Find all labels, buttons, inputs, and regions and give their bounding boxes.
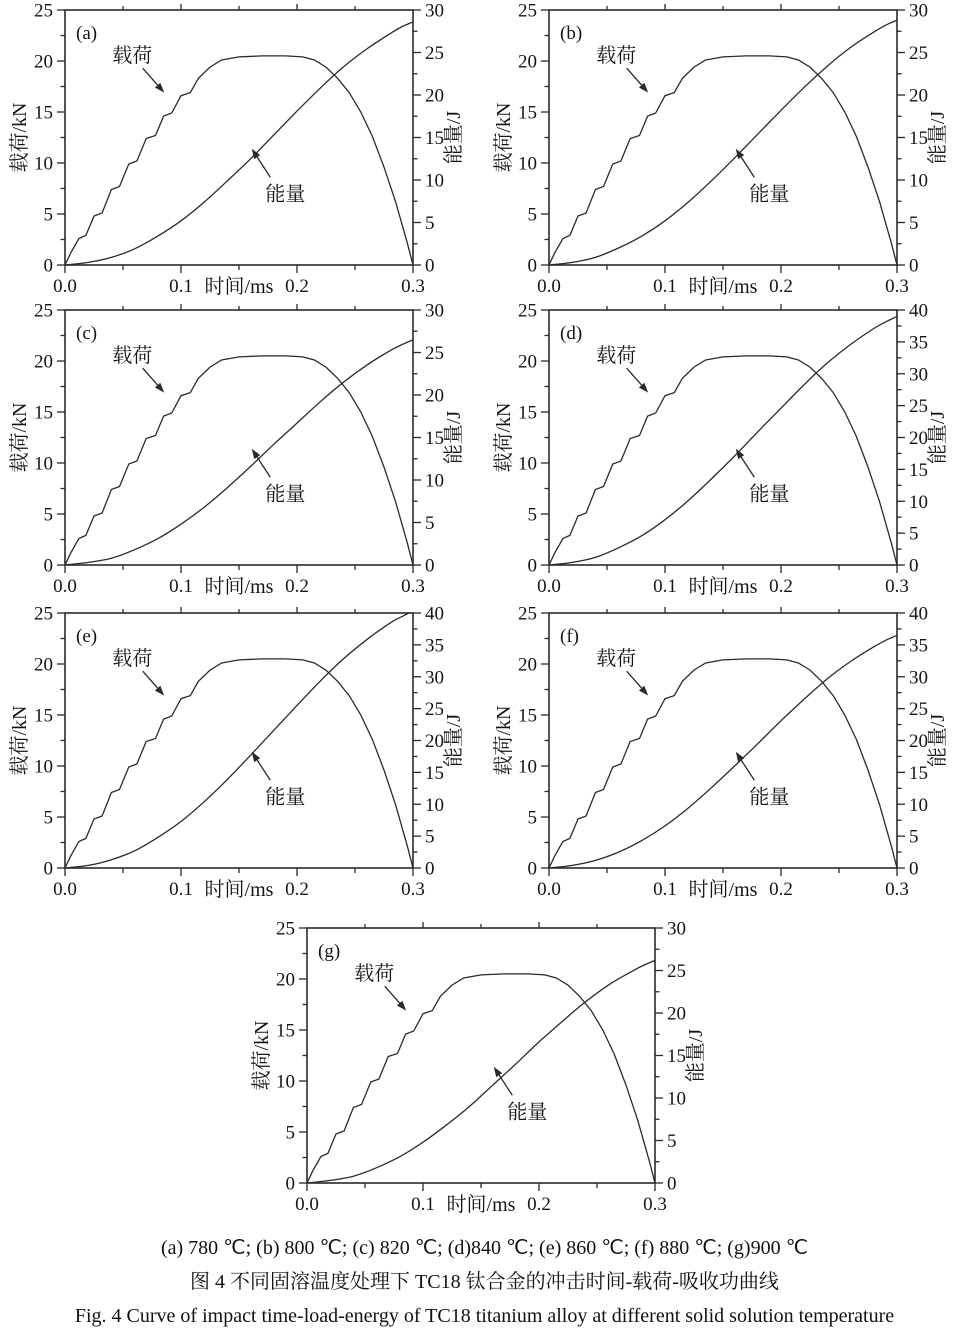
- right-tick-label: 25: [909, 396, 928, 418]
- annotation-arrow-energy: [257, 457, 270, 477]
- left-tick-label: 0: [285, 1173, 295, 1195]
- right-tick-label: 20: [667, 1003, 686, 1025]
- right-tick-label: 0: [425, 858, 435, 880]
- left-axis-title: 载荷/kN: [9, 705, 31, 776]
- annotation-arrow-load: [143, 368, 158, 385]
- left-axis-title: 载荷/kN: [493, 102, 515, 173]
- right-tick-label: 10: [909, 170, 928, 192]
- annotation-arrow-energy: [499, 1075, 512, 1095]
- x-tick-label: 0.1: [169, 879, 193, 900]
- annotation-label-energy: 能量: [749, 183, 790, 206]
- annotation-label-load: 载荷: [112, 44, 153, 67]
- right-tick-label: 10: [909, 491, 928, 513]
- x-tick-label: 0.1: [169, 276, 193, 297]
- right-tick-label: 10: [667, 1088, 686, 1110]
- annotation-arrow-load: [627, 68, 642, 85]
- left-tick-label: 15: [34, 102, 53, 124]
- x-tick-label: 0.2: [285, 879, 309, 900]
- right-tick-label: 20: [425, 385, 444, 407]
- x-tick-label: 0.2: [285, 576, 309, 597]
- caption-temperatures: (a) 780 ℃; (b) 800 ℃; (c) 820 ℃; (d)840 ℃; (e) 860 ℃; (f) 880 ℃; (g)900 ℃: [160, 1237, 809, 1259]
- left-tick-label: 15: [518, 102, 537, 124]
- panel-label: (c): [76, 323, 98, 344]
- x-tick-label: 0.1: [653, 276, 677, 297]
- left-tick-label: 5: [527, 807, 537, 829]
- right-tick-label: 5: [909, 213, 919, 234]
- left-tick-label: 5: [43, 807, 53, 829]
- x-tick-label: 0.0: [53, 879, 77, 900]
- left-tick-label: 10: [34, 453, 53, 475]
- x-axis-title: 时间/ms: [688, 879, 758, 901]
- right-tick-label: 15: [425, 128, 444, 149]
- left-tick-label: 10: [518, 756, 537, 778]
- right-tick-label: 20: [425, 731, 444, 752]
- annotation-arrow-load: [385, 986, 400, 1003]
- x-tick-label: 0.3: [885, 879, 909, 900]
- right-tick-label: 0: [909, 255, 919, 277]
- right-tick-label: 15: [667, 1046, 686, 1067]
- right-tick-label: 25: [425, 43, 444, 64]
- right-tick-label: 30: [909, 364, 928, 386]
- right-tick-label: 15: [909, 128, 928, 149]
- annotation-arrowhead-energy: [494, 1067, 502, 1077]
- x-tick-label: 0.3: [401, 276, 425, 297]
- right-tick-label: 35: [909, 332, 928, 354]
- right-tick-label: 40: [425, 603, 444, 625]
- x-tick-label: 0.0: [537, 576, 561, 597]
- right-axis-title: 能量/J: [927, 410, 949, 465]
- annotation-label-load: 载荷: [112, 647, 153, 670]
- left-tick-label: 25: [34, 603, 53, 625]
- left-tick-label: 10: [34, 756, 53, 778]
- right-tick-label: 5: [667, 1131, 677, 1152]
- right-tick-label: 10: [909, 794, 928, 816]
- x-tick-label: 0.3: [885, 576, 909, 597]
- x-tick-label: 0.3: [401, 576, 425, 597]
- right-axis-title: 能量/J: [443, 713, 465, 768]
- x-tick-label: 0.2: [769, 576, 793, 597]
- right-tick-label: 0: [425, 255, 435, 277]
- annotation-arrow-energy: [741, 157, 754, 177]
- panel-label: (e): [76, 626, 98, 647]
- left-tick-label: 15: [276, 1020, 295, 1042]
- annotation-arrow-energy: [257, 760, 270, 780]
- x-tick-label: 0.2: [769, 276, 793, 297]
- left-tick-label: 20: [518, 51, 537, 73]
- x-tick-label: 0.0: [537, 276, 561, 297]
- left-tick-label: 0: [43, 555, 53, 577]
- x-tick-label: 0.3: [401, 879, 425, 900]
- subplot-f: [484, 603, 969, 903]
- x-axis-title: 时间/ms: [688, 576, 758, 598]
- right-tick-label: 25: [425, 699, 444, 721]
- x-tick-label: 0.2: [285, 276, 309, 297]
- right-tick-label: 30: [425, 667, 444, 689]
- panel-label: (f): [560, 626, 579, 647]
- x-tick-label: 0.0: [295, 1194, 319, 1215]
- figure-caption: [0, 1234, 969, 1334]
- annotation-label-load: 载荷: [596, 44, 637, 67]
- x-tick-label: 0.0: [53, 576, 77, 597]
- annotation-label-energy: 能量: [265, 183, 306, 206]
- left-tick-label: 15: [34, 705, 53, 727]
- annotation-label-energy: 能量: [265, 786, 306, 809]
- right-tick-label: 10: [425, 794, 444, 816]
- subplot-c: [0, 300, 485, 600]
- subplot-a: [0, 0, 485, 300]
- right-tick-label: 20: [909, 731, 928, 752]
- left-tick-label: 20: [276, 969, 295, 991]
- left-tick-label: 10: [518, 153, 537, 175]
- left-tick-label: 0: [527, 555, 537, 577]
- left-tick-label: 15: [518, 402, 537, 424]
- curve-load: [65, 56, 413, 265]
- caption-title-zh: 图 4 不同固溶温度处理下 TC18 钛合金的冲击时间-载荷-吸收功曲线: [190, 1271, 779, 1293]
- right-tick-label: 25: [909, 699, 928, 721]
- left-tick-label: 0: [43, 255, 53, 277]
- curve-load: [307, 974, 655, 1183]
- right-tick-label: 5: [909, 826, 919, 848]
- right-tick-label: 5: [425, 213, 435, 234]
- panel-label: (b): [560, 23, 583, 44]
- right-tick-label: 35: [909, 635, 928, 657]
- x-tick-label: 0.2: [527, 1194, 551, 1215]
- right-tick-label: 20: [909, 428, 928, 449]
- curve-energy: [549, 635, 897, 868]
- right-axis-title: 能量/J: [927, 713, 949, 768]
- x-tick-label: 0.3: [885, 276, 909, 297]
- annotation-arrow-energy: [741, 760, 754, 780]
- subplot-g: [242, 918, 727, 1218]
- subplot-b: [484, 0, 969, 300]
- right-tick-label: 25: [425, 343, 444, 364]
- left-tick-label: 25: [34, 0, 53, 22]
- annotation-label-load: 载荷: [596, 647, 637, 670]
- panel-label: (g): [318, 941, 341, 962]
- left-tick-label: 15: [518, 705, 537, 727]
- x-tick-label: 0.1: [169, 576, 193, 597]
- left-tick-label: 10: [276, 1071, 295, 1093]
- x-tick-label: 0.2: [769, 879, 793, 900]
- left-tick-label: 5: [285, 1122, 295, 1144]
- curve-load: [549, 659, 897, 868]
- x-axis-title: 时间/ms: [204, 879, 274, 901]
- right-tick-label: 20: [425, 85, 444, 107]
- right-tick-label: 40: [909, 603, 928, 625]
- right-tick-label: 15: [425, 428, 444, 449]
- left-tick-label: 25: [518, 300, 537, 322]
- panel-label: (d): [560, 323, 583, 344]
- right-axis-title: 能量/J: [443, 110, 465, 165]
- left-tick-label: 20: [34, 654, 53, 676]
- annotation-arrow-load: [143, 671, 158, 688]
- right-tick-label: 0: [909, 555, 919, 577]
- x-axis-title: 时间/ms: [204, 576, 274, 598]
- right-tick-label: 25: [667, 961, 686, 982]
- right-tick-label: 30: [425, 300, 444, 322]
- right-tick-label: 25: [909, 43, 928, 64]
- right-tick-label: 30: [667, 918, 686, 940]
- left-tick-label: 5: [43, 204, 53, 226]
- left-axis-title: 载荷/kN: [251, 1020, 273, 1091]
- x-axis-title: 时间/ms: [688, 276, 758, 298]
- left-axis-title: 载荷/kN: [493, 402, 515, 473]
- annotation-arrowhead-energy: [252, 449, 260, 459]
- left-tick-label: 20: [34, 51, 53, 73]
- left-tick-label: 10: [518, 453, 537, 475]
- curve-load: [65, 659, 413, 868]
- right-tick-label: 35: [425, 635, 444, 657]
- curve-load: [549, 356, 897, 565]
- panel-label: (a): [76, 23, 98, 44]
- right-tick-label: 5: [909, 523, 919, 545]
- x-tick-label: 0.1: [653, 576, 677, 597]
- right-tick-label: 30: [909, 667, 928, 689]
- annotation-arrowhead-energy: [252, 752, 260, 762]
- annotation-label-energy: 能量: [749, 483, 790, 506]
- right-tick-label: 5: [425, 513, 435, 534]
- left-tick-label: 20: [34, 351, 53, 373]
- right-tick-label: 0: [909, 858, 919, 880]
- left-tick-label: 0: [43, 858, 53, 880]
- left-tick-label: 25: [518, 0, 537, 22]
- annotation-arrowhead-energy: [736, 752, 744, 762]
- right-tick-label: 30: [425, 0, 444, 22]
- x-tick-label: 0.1: [411, 1194, 435, 1215]
- right-tick-label: 20: [909, 85, 928, 107]
- annotation-arrow-energy: [257, 157, 270, 177]
- right-tick-label: 15: [909, 459, 928, 481]
- left-tick-label: 25: [518, 603, 537, 625]
- right-tick-label: 5: [425, 826, 435, 848]
- annotation-label-energy: 能量: [507, 1101, 548, 1124]
- caption-title-en: Fig. 4 Curve of impact time-load-energy of TC18 titanium alloy at different solid solution temperature: [74, 1305, 895, 1327]
- right-tick-label: 15: [909, 762, 928, 784]
- curve-load: [65, 356, 413, 565]
- right-tick-label: 0: [667, 1173, 677, 1195]
- left-tick-label: 10: [34, 153, 53, 175]
- left-tick-label: 0: [527, 255, 537, 277]
- annotation-label-load: 载荷: [112, 344, 153, 367]
- left-tick-label: 0: [527, 858, 537, 880]
- left-tick-label: 5: [43, 504, 53, 526]
- curve-energy: [65, 340, 413, 565]
- x-tick-label: 0.0: [537, 879, 561, 900]
- annotation-arrow-load: [143, 68, 158, 85]
- left-tick-label: 25: [34, 300, 53, 322]
- subplot-d: [484, 300, 969, 600]
- x-axis-title: 时间/ms: [446, 1194, 516, 1216]
- curve-load: [549, 56, 897, 265]
- left-axis-title: 载荷/kN: [9, 102, 31, 173]
- right-tick-label: 10: [425, 170, 444, 192]
- x-tick-label: 0.0: [53, 276, 77, 297]
- right-tick-label: 0: [425, 555, 435, 577]
- subplot-e: [0, 603, 485, 903]
- right-axis-title: 能量/J: [443, 410, 465, 465]
- annotation-arrow-energy: [741, 457, 754, 477]
- right-tick-label: 30: [909, 0, 928, 22]
- annotation-arrow-load: [627, 368, 642, 385]
- curve-energy: [307, 960, 655, 1183]
- annotation-arrow-load: [627, 671, 642, 688]
- annotation-label-load: 载荷: [596, 344, 637, 367]
- right-axis-title: 能量/J: [927, 110, 949, 165]
- annotation-label-energy: 能量: [265, 483, 306, 506]
- x-axis-title: 时间/ms: [204, 276, 274, 298]
- annotation-label-load: 载荷: [354, 962, 395, 985]
- left-axis-title: 载荷/kN: [493, 705, 515, 776]
- left-tick-label: 5: [527, 204, 537, 226]
- right-tick-label: 15: [425, 762, 444, 784]
- left-tick-label: 20: [518, 351, 537, 373]
- right-tick-label: 10: [425, 470, 444, 492]
- left-tick-label: 15: [34, 402, 53, 424]
- left-tick-label: 5: [527, 504, 537, 526]
- left-tick-label: 25: [276, 918, 295, 940]
- annotation-label-energy: 能量: [749, 786, 790, 809]
- x-tick-label: 0.3: [643, 1194, 667, 1215]
- right-tick-label: 40: [909, 300, 928, 322]
- left-axis-title: 载荷/kN: [9, 402, 31, 473]
- left-tick-label: 20: [518, 654, 537, 676]
- right-axis-title: 能量/J: [685, 1028, 707, 1083]
- x-tick-label: 0.1: [653, 879, 677, 900]
